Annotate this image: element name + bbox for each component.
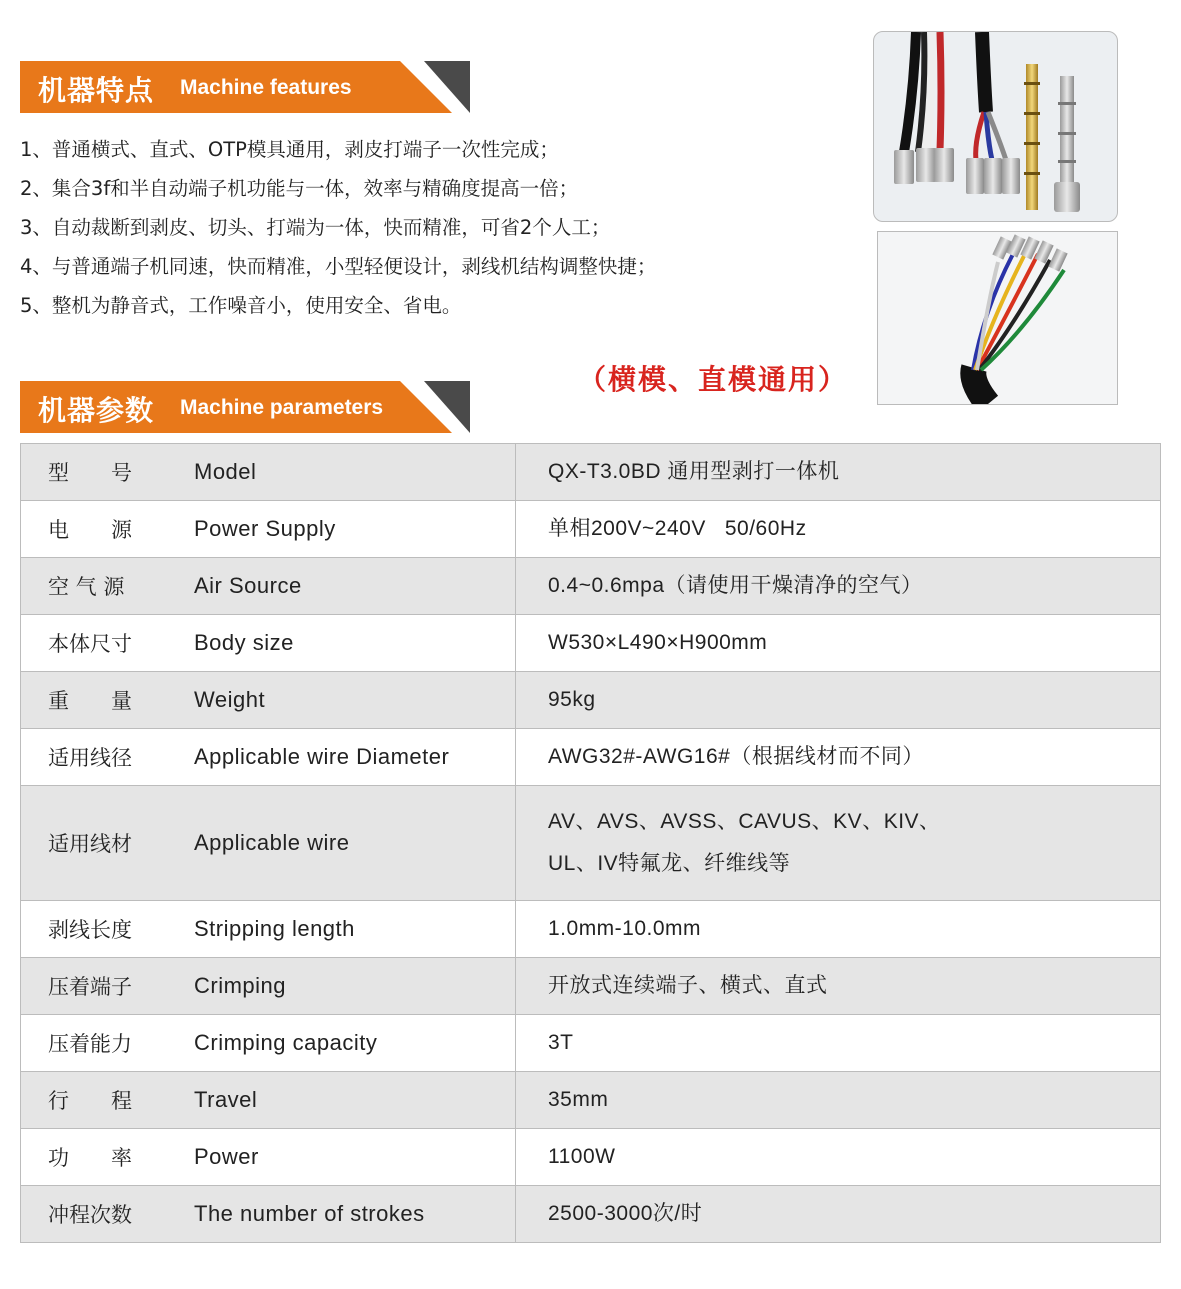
param-value-multiline	[516, 786, 1161, 901]
param-label-cn: 本体尺寸	[48, 632, 132, 656]
table-row	[21, 958, 1161, 1015]
param-value-line: AV、AVS、AVSS、CAVUS、KV、KIV、	[548, 810, 941, 833]
terminal-wires-photo	[873, 31, 1118, 222]
feature-item: 5、整机为静音式，工作噪音小，使用安全、省电。	[20, 294, 462, 317]
table-row	[21, 1129, 1161, 1186]
feature-item: 4、与普通端子机同速，快而精准，小型轻便设计，剥线机结构调整快捷；	[20, 255, 657, 278]
param-label-cn: 电 源	[48, 518, 132, 542]
params-title-en: Machine parameters	[180, 396, 384, 419]
param-value: 开放式连续端子、横式、直式	[516, 958, 1161, 1015]
param-label-cn: 压着能力	[48, 1032, 132, 1056]
param-label-en: Applicable wire	[194, 830, 350, 855]
param-value: 35mm	[516, 1072, 1161, 1129]
param-label-en: Power	[194, 1144, 259, 1169]
param-label-en: Power Supply	[194, 516, 336, 541]
feature-item: 1、普通横式、直式、OTP模具通用，剥皮打端子一次性完成；	[20, 138, 559, 161]
param-value: AWG32#-AWG16#（根据线材而不同）	[516, 729, 1161, 786]
param-label-cn: 功 率	[48, 1146, 132, 1170]
param-label-cn: 压着端子	[48, 975, 132, 999]
params-banner	[20, 381, 470, 433]
table-row	[21, 444, 1161, 501]
params-title-cn: 机器参数	[38, 394, 155, 427]
table-row	[21, 1015, 1161, 1072]
param-label-en: Weight	[194, 687, 266, 712]
param-value: 单相200V~240V 50/60Hz	[516, 501, 1161, 558]
table-row	[21, 786, 1161, 901]
table-row	[21, 1186, 1161, 1243]
feature-item: 3、自动裁断到剥皮、切头、打端为一体，快而精准，可省2个人工；	[20, 216, 611, 239]
multicolor-cable-photo	[877, 231, 1118, 405]
param-value: 2500-3000次/时	[516, 1186, 1161, 1243]
table-row	[21, 901, 1161, 958]
param-label-cn: 冲程次数	[48, 1203, 132, 1227]
param-label-en: Applicable wire Diameter	[194, 744, 450, 769]
param-label-cn: 行 程	[48, 1089, 132, 1113]
table-row	[21, 672, 1161, 729]
table-row	[21, 501, 1161, 558]
param-label-cn: 适用线材	[48, 832, 132, 856]
param-value: 95kg	[516, 672, 1161, 729]
param-label-cn: 型 号	[48, 461, 132, 485]
param-label-en: The number of strokes	[194, 1201, 425, 1226]
param-label-en: Body size	[194, 630, 294, 655]
features-list	[20, 130, 850, 325]
feature-item: 2、集合3f和半自动端子机功能与一体，效率与精确度提高一倍；	[20, 177, 579, 200]
param-label-cn: 重 量	[48, 689, 132, 713]
features-banner	[20, 61, 470, 113]
spec-table	[20, 443, 1161, 1243]
param-label-en: Air Source	[194, 573, 302, 598]
table-row	[21, 558, 1161, 615]
features-title-cn: 机器特点	[38, 74, 155, 107]
param-value-line: UL、IV特氟龙、纤维线等	[548, 852, 791, 875]
param-value: 1100W	[516, 1129, 1161, 1186]
param-label-en: Crimping	[194, 973, 287, 998]
param-label-en: Model	[194, 459, 257, 484]
param-label-en: Travel	[194, 1087, 258, 1112]
mold-compatibility-note: （横模、直模通用）	[578, 363, 849, 396]
param-value: 3T	[516, 1015, 1161, 1072]
param-value: W530×L490×H900mm	[516, 615, 1161, 672]
param-label-cn: 适用线径	[48, 746, 132, 770]
param-value: 1.0mm-10.0mm	[516, 901, 1161, 958]
param-label-en: Crimping capacity	[194, 1030, 378, 1055]
param-label-cn: 剥线长度	[48, 918, 132, 942]
param-value: QX-T3.0BD 通用型剥打一体机	[516, 444, 1161, 501]
table-row	[21, 615, 1161, 672]
table-row	[21, 1072, 1161, 1129]
features-title-en: Machine features	[180, 76, 352, 99]
param-value: 0.4~0.6mpa（请使用干燥清净的空气）	[516, 558, 1161, 615]
table-row	[21, 729, 1161, 786]
param-label-en: Stripping length	[194, 916, 355, 941]
param-label-cn: 空 气 源	[48, 575, 125, 599]
